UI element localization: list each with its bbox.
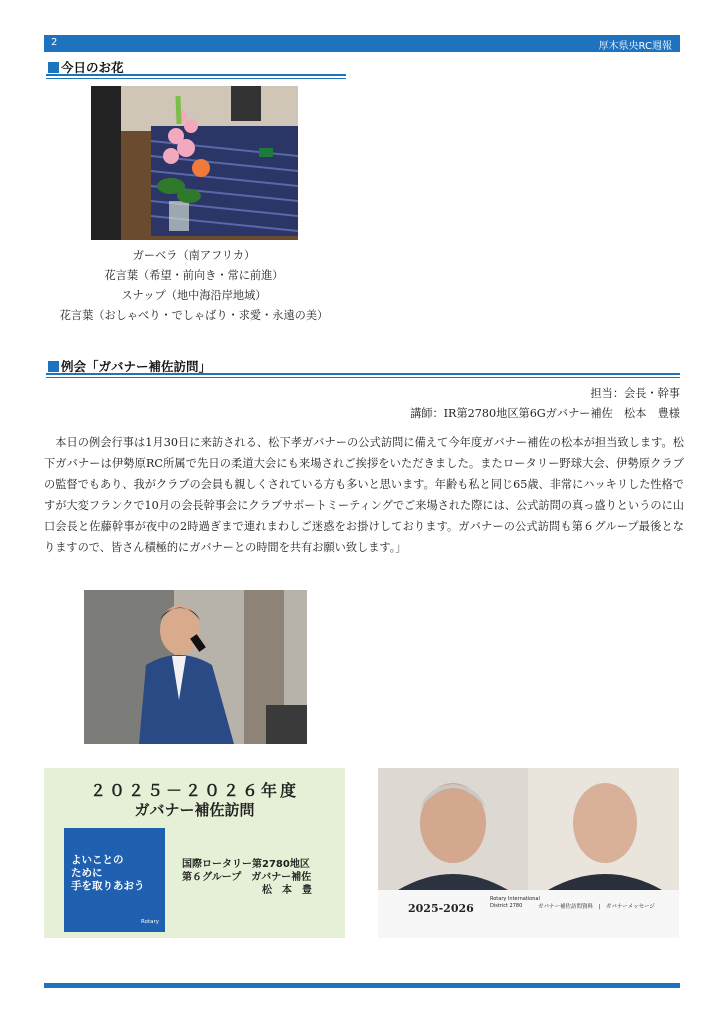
governor-message-cover [378, 768, 679, 938]
cover-year: ２０２５－２０２６年度 [89, 781, 299, 800]
speaker-photo [84, 590, 307, 744]
flower-captions [44, 246, 344, 326]
caption-line: スナップ（地中海沿岸地域） [121, 289, 267, 302]
cover2-label: ガバナー補佐訪問資料 | ガバナーメッセージ [538, 904, 655, 910]
meeting-body-text: 本日の例会行事は1月30日に来訪される、松下孝ガバナーの公式訪問に備えて今年度ガバナー補佐の松本が担当致します。松下ガバナーは伊勢原RC所属で先日の柔道大会にも来場されご挨拶をいただきました。またロータリー野球大会、伊勢原クラブの監督でもあり、我がクラブの会員も親しくされている方も多いと思います。年齢も私と同じ65歳、非常にハッキリした性格ですが大変フランクで10月の会長幹事会にクラブサポートミーティングでご来場された際には、公式訪問の真っ盛りというのに山口会長と佐藤幹事が夜中の2時過ぎまで連れまわしご迷惑をお掛けしております。ガバナーの公式訪問も第６グループ最後となりますので、皆さん積極的にガバナーとの時間を共有お願い致します。」 [44, 436, 684, 554]
rotary-mark: Rotary [141, 919, 159, 925]
meeting-section-title: 例会「ガバナー補佐訪問」 [48, 357, 211, 375]
ri-label: Rotary International District 2780 [490, 896, 540, 909]
governor-assistant-cover [44, 768, 345, 938]
publication-title: 厚木県央RC週報 [598, 41, 672, 52]
cover-subtitle: ガバナー補佐訪問 [134, 801, 255, 819]
caption-line: 花言葉（希望・前向き・常に前進） [104, 269, 284, 282]
cover-info: 国際ロータリー第2780地区 第６グループ ガバナー補佐 松 本 豊 [182, 859, 312, 896]
slogan-box [64, 828, 165, 932]
header-bar [44, 35, 680, 52]
page-number: 2 [51, 37, 58, 48]
caption-line: ガーベラ（南アフリカ） [132, 249, 256, 262]
section-rule [46, 74, 346, 79]
square-bullet-icon [48, 361, 59, 372]
caption-line: 花言葉（おしゃべり・でしゃばり・求愛・永遠の美） [59, 309, 329, 322]
square-bullet-icon [48, 62, 59, 73]
flower-section-title: 今日のお花 [48, 58, 124, 76]
speaker-line: 講師：IR第2780地区第6Gガバナー補佐 松本 豊様 [410, 407, 680, 420]
portraits [378, 768, 679, 890]
section-rule [46, 373, 680, 378]
cover2-year: 2025-2026 [408, 902, 474, 915]
slogan-text: よいことの ために 手を取りあおう [71, 854, 145, 892]
in-charge-line: 担当：会長・幹事 [590, 387, 680, 400]
footer-bar [44, 983, 680, 988]
flower-photo [91, 86, 298, 240]
